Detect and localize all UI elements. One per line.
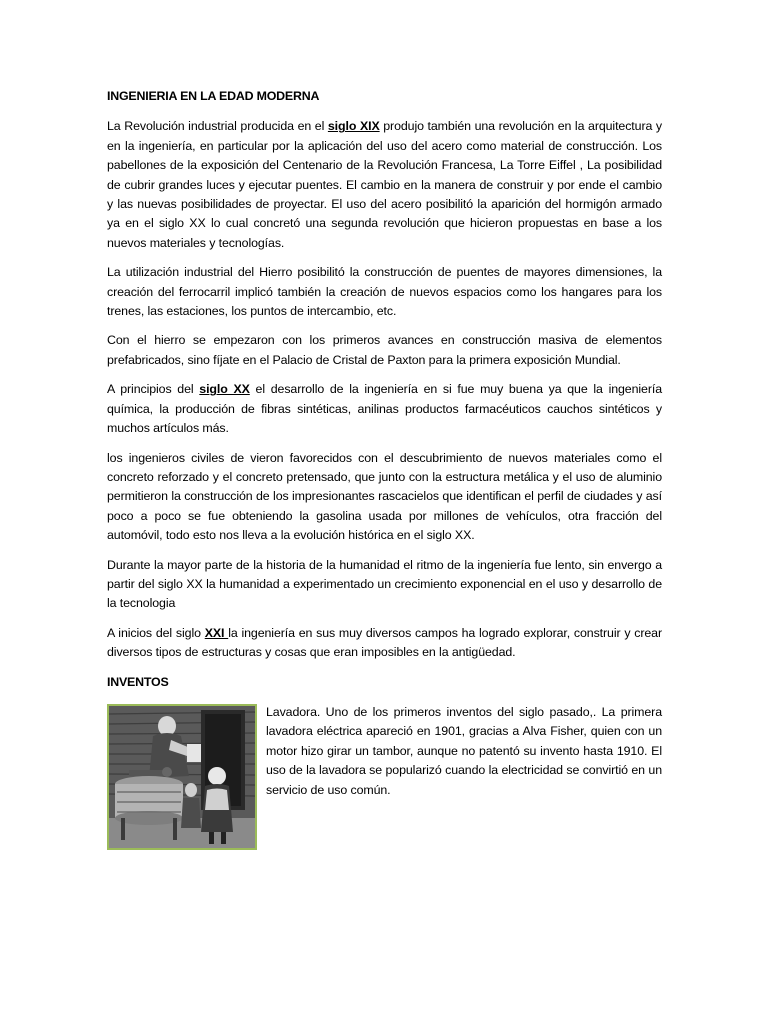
- paragraph-text: el desarrollo de la ingeniería en si fue muy buena ya que la ingeniería química, la producción de fibras sintéticas, anilinas productos farmacéuticos cauchos sintéticos y muchos artículos más.: [107, 382, 662, 436]
- paragraph-text: A inicios del siglo: [107, 625, 205, 640]
- vintage-washing-machine-photo-icon: [109, 706, 255, 848]
- paragraph-text: la ingeniería en sus muy diversos campos ha logrado explorar, construir y crear diversos tipos de estructuras y cosas que eran imposibles en la antigüedad.: [107, 625, 662, 660]
- inventos-heading: INVENTOS: [107, 674, 169, 689]
- paragraph-ingenieros-civiles: los ingenieros civiles de vieron favorecidos con el descubrimiento de nuevos materiales como el concreto reforzado y el concreto pretensado, que junto con la estructura metálica y el uso de aluminio permitieron la construcción de los impresionantes rascacielos que identifican el perfil de ciudades y así poco a poco se fue obteniendo la gasolina usada por millones de vehículos, otra fracción del automóvil, todo esto nos lleva a la evolución histórica en el siglo XX.: [107, 450, 662, 543]
- paragraph-hierro: La utilización industrial del Hierro posibilitó la construcción de puentes de mayores dimensiones, la creación del ferrocarril implicó también la creación de nuevos espacios como los hangares para los trenes, las estaciones, los puntos de intercambio, etc.: [107, 265, 662, 319]
- paragraph-siglo-xx: [107, 380, 662, 438]
- invento-lavadora: [107, 703, 662, 863]
- paragraph-text: La Revolución industrial producida en el: [107, 119, 328, 134]
- paragraph-siglo-xxi: [107, 624, 662, 663]
- paragraph-prefabricados: Con el hierro se empezaron con los primeros avances en construcción masiva de elementos prefabricados, sino fíjate en el Palacio de Cristal de Paxton para la primera exposición Mundial.: [107, 333, 662, 367]
- paragraph-text: A principios del: [107, 382, 200, 397]
- document-title: INGENIERIA EN LA EDAD MODERNA: [107, 89, 320, 103]
- paragraph-text: produjo también una revolución en la arquitectura y en la ingeniería, en particular por la aplicación del uso del acero como material de construcción. Los pabellones de la exposición del Centenario de la Revolución Francesa, La Torre Eiffel , La posibilidad de cubrir grandes luces y ejecutar puentes. El cambio en la manera de construir y por ende el cambio y las nuevas posibilidades de proyectar. El uso del acero posibilitó la aparición del hormigón armado ya en el siglo XX lo cual concretó una segunda revolución que hicieron propuestas en base a los nuevos materiales y tecnologías.: [107, 119, 662, 250]
- link-siglo-xix[interactable]: siglo XIX: [327, 119, 380, 134]
- lavadora-description: Lavadora. Uno de los primeros inventos del siglo pasado,. La primera lavadora eléctrica apareció en 1901, gracias a Alva Fisher, quien con un motor hizo girar un tambor, aunque no patentó su invento hasta 1910. El uso de la lavadora se popularizó cuando la electricidad se convirtió en un servicio de uso común.: [266, 704, 662, 797]
- link-siglo-xx[interactable]: siglo XX: [199, 382, 250, 397]
- paragraph-revolucion-industrial: [107, 117, 662, 253]
- washing-machine-photo: [107, 704, 257, 850]
- document-page: [107, 87, 662, 863]
- paragraph-historia-humanidad: Durante la mayor parte de la historia de la humanidad el ritmo de la ingeniería fue lento, sin envergo a partir del siglo XX la humanidad a experimentado un crecimiento exponencial en el uso y desarrollo de la tecnologia: [107, 557, 662, 611]
- link-siglo-xxi[interactable]: XXI: [204, 625, 229, 640]
